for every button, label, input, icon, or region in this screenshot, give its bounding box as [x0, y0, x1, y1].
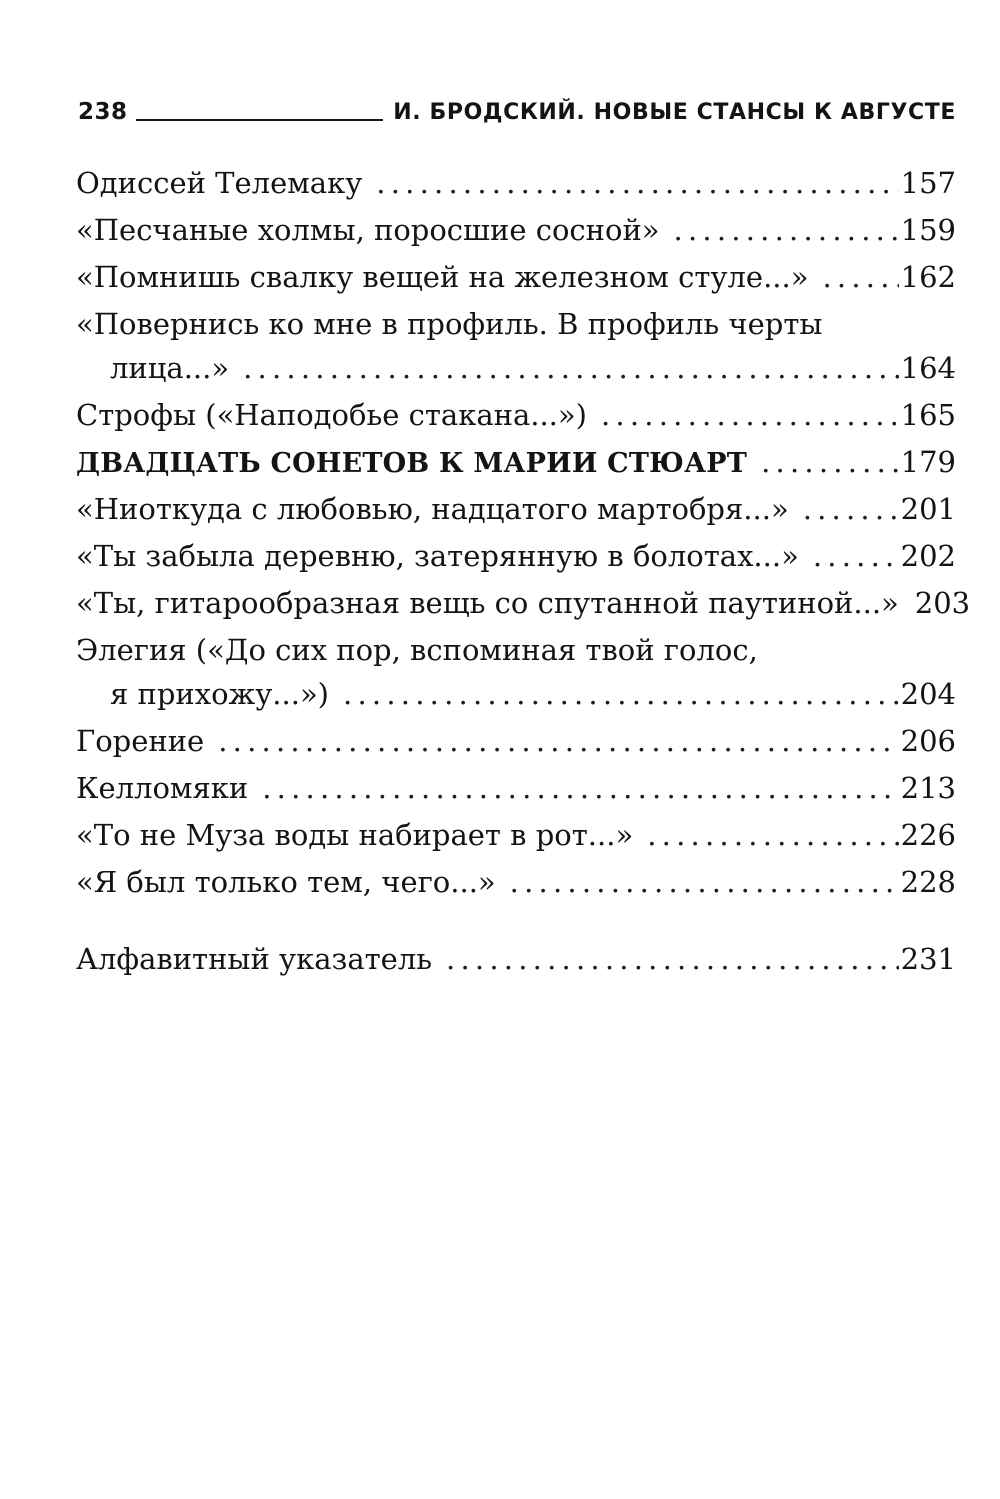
- toc-page-number: 179: [900, 445, 956, 479]
- toc-line: [76, 392, 956, 439]
- toc-line: [76, 765, 956, 812]
- toc-page-number: 203: [914, 586, 971, 620]
- toc-entry[interactable]: [76, 627, 956, 718]
- toc-entry-title: Келломяки: [76, 771, 249, 805]
- toc-entry[interactable]: [76, 580, 971, 627]
- toc-entry[interactable]: [76, 207, 956, 254]
- toc-line: [76, 580, 971, 627]
- toc-entry-title: «Я был только тем, чего...»: [76, 865, 496, 899]
- toc-entry-title: ДВАДЦАТЬ СОНЕТОВ К МАРИИ СТЮАРТ: [76, 448, 748, 479]
- toc-entry-title: «Помнишь свалку вещей на железном стуле...»: [76, 260, 809, 294]
- toc-page-number: 164: [900, 351, 956, 385]
- toc-entry-title: лица...»: [110, 351, 230, 385]
- toc-entry[interactable]: [76, 160, 956, 207]
- toc-page-number: 231: [900, 942, 956, 976]
- toc-entry-title: «Песчаные холмы, поросшие сосной»: [76, 213, 660, 247]
- toc-page-number: 206: [900, 724, 956, 758]
- dot-leader: [674, 207, 899, 254]
- toc-page-number: 165: [900, 398, 956, 432]
- toc-line: [76, 718, 956, 765]
- toc-page-number: 159: [900, 213, 956, 247]
- toc-entry[interactable]: [76, 392, 956, 439]
- toc-page-number: 201: [900, 492, 956, 526]
- toc-line: [76, 533, 956, 580]
- toc-line: [76, 160, 956, 207]
- toc-entry[interactable]: [76, 812, 956, 859]
- toc-line: [76, 936, 956, 983]
- toc-line: [76, 671, 956, 718]
- page-number: 238: [78, 99, 128, 125]
- toc-entry-title: Алфавитный указатель: [76, 942, 433, 976]
- toc-entry[interactable]: [76, 439, 956, 486]
- toc-entry-title: Одиссей Телемаку: [76, 166, 363, 200]
- toc-page-number: 228: [900, 865, 956, 899]
- toc-entry-title: «Ты забыла деревню, затерянную в болотах...»: [76, 539, 799, 573]
- dot-leader: [243, 345, 899, 392]
- toc-entry-title: я прихожу...»): [110, 677, 330, 711]
- toc-entry-title: Строфы («Наподобье стакана...»): [76, 398, 587, 432]
- toc-entry[interactable]: [76, 765, 956, 812]
- toc-entry-title: «Ты, гитарообразная вещь со спутанной паутиной...»: [76, 586, 899, 620]
- dot-leader: [510, 859, 899, 906]
- toc-line: [76, 439, 956, 486]
- toc-entry[interactable]: [76, 301, 956, 392]
- toc-line: [76, 486, 956, 533]
- toc-entry[interactable]: [76, 718, 956, 765]
- toc-entry-index[interactable]: [76, 936, 956, 983]
- dot-leader: [343, 671, 899, 718]
- toc-entry[interactable]: [76, 486, 956, 533]
- table-of-contents: [76, 160, 971, 983]
- toc-entry-title: Элегия («До сих пор, вспоминая твой голос,: [76, 633, 758, 667]
- toc-entry-title: Горение: [76, 724, 205, 758]
- dot-leader: [823, 254, 899, 301]
- dot-leader: [813, 533, 899, 580]
- toc-entry[interactable]: [76, 533, 956, 580]
- running-title: И. БРОДСКИЙ. НОВЫЕ СТАНСЫ К АВГУСТЕ: [393, 100, 956, 125]
- toc-page-number: 204: [900, 677, 956, 711]
- dot-leader: [218, 718, 898, 765]
- toc-page-number: 213: [900, 771, 956, 805]
- toc-entry-title: «Повернись ко мне в профиль. В профиль черты: [76, 307, 823, 341]
- toc-entry-title: «То не Муза воды набирает в рот...»: [76, 818, 634, 852]
- running-header: [78, 92, 956, 124]
- toc-line: [76, 627, 956, 671]
- toc-page-number: 226: [900, 818, 956, 852]
- section-gap: [76, 906, 956, 936]
- toc-entry[interactable]: [76, 254, 956, 301]
- dot-leader: [601, 392, 899, 439]
- toc-entry[interactable]: [76, 859, 956, 906]
- toc-page-number: 162: [900, 260, 956, 294]
- toc-page-number: 202: [900, 539, 956, 573]
- toc-line: [76, 812, 956, 859]
- toc-entry-title: «Ниоткуда с любовью, надцатого мартобря...»: [76, 492, 789, 526]
- dot-leader: [803, 486, 899, 533]
- toc-page-number: 157: [900, 166, 956, 200]
- dot-leader: [376, 160, 898, 207]
- toc-line: [76, 859, 956, 906]
- header-rule: [136, 119, 384, 121]
- dot-leader: [761, 439, 899, 486]
- toc-line: [76, 345, 956, 392]
- toc-line: [76, 301, 956, 345]
- toc-line: [76, 207, 956, 254]
- dot-leader: [647, 812, 898, 859]
- toc-line: [76, 254, 956, 301]
- dot-leader: [446, 936, 899, 983]
- dot-leader: [262, 765, 898, 812]
